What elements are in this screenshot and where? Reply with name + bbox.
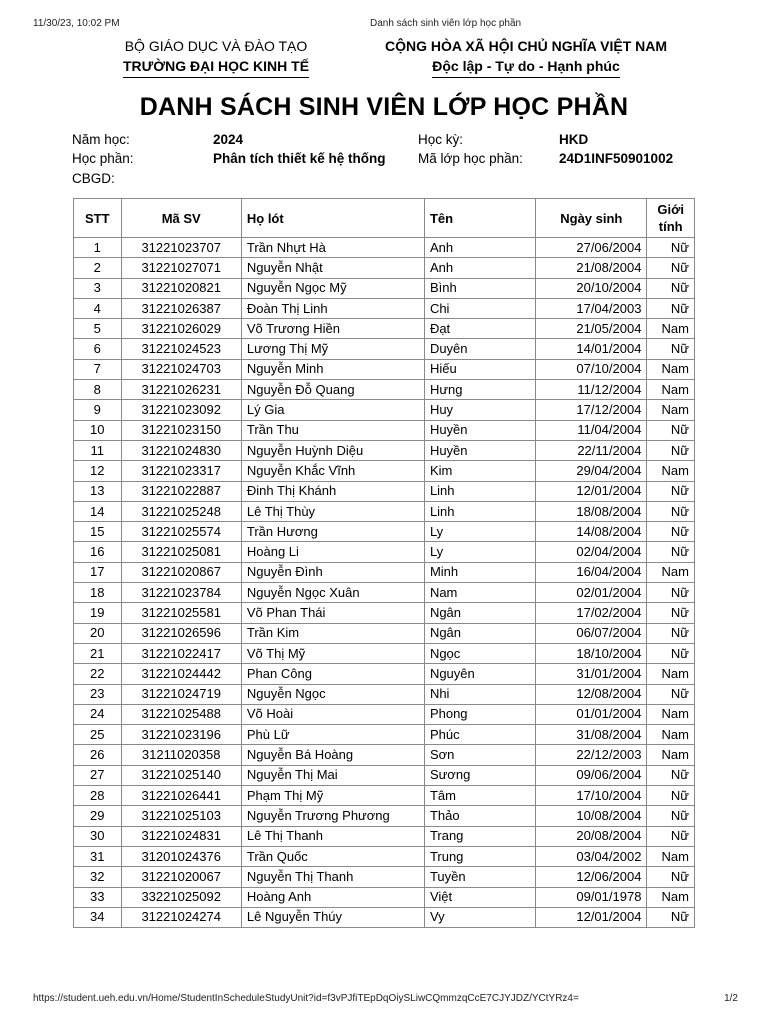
cell-ten: Nam — [424, 583, 535, 603]
cell-gioi-tinh: Nữ — [647, 684, 695, 704]
cell-ma-sv: 31221027071 — [121, 258, 241, 278]
cell-stt: 4 — [74, 298, 122, 318]
table-row — [74, 542, 695, 562]
cell-ngay-sinh: 31/01/2004 — [536, 664, 647, 684]
ministry-header — [110, 36, 322, 78]
cell-ten: Trung — [424, 846, 535, 866]
table-row — [74, 278, 695, 298]
cell-ho-lot: Nguyễn Trương Phương — [241, 806, 424, 826]
cell-ho-lot: Trần Hương — [241, 522, 424, 542]
cell-ten: Kim — [424, 461, 535, 481]
col-ten: Tên — [424, 199, 535, 238]
table-row — [74, 501, 695, 521]
table-row — [74, 704, 695, 724]
cell-ngay-sinh: 21/05/2004 — [536, 319, 647, 339]
table-row — [74, 258, 695, 278]
cell-gioi-tinh: Nữ — [647, 481, 695, 501]
cell-gioi-tinh: Nữ — [647, 258, 695, 278]
cell-ten: Anh — [424, 238, 535, 258]
hoc-ky-value: HKD — [559, 132, 589, 147]
table-row — [74, 359, 695, 379]
cell-ho-lot: Trần Kim — [241, 623, 424, 643]
cell-ten: Chi — [424, 298, 535, 318]
cell-stt: 13 — [74, 481, 122, 501]
cell-ho-lot: Nguyễn Đỗ Quang — [241, 380, 424, 400]
cell-stt: 17 — [74, 562, 122, 582]
cell-stt: 8 — [74, 380, 122, 400]
cell-ho-lot: Lê Thị Thanh — [241, 826, 424, 846]
table-row — [74, 826, 695, 846]
cell-ngay-sinh: 09/06/2004 — [536, 765, 647, 785]
cell-stt: 24 — [74, 704, 122, 724]
cell-ngay-sinh: 27/06/2004 — [536, 238, 647, 258]
cell-ngay-sinh: 12/06/2004 — [536, 867, 647, 887]
cell-gioi-tinh: Nữ — [647, 522, 695, 542]
table-row — [74, 623, 695, 643]
cell-ten: Đạt — [424, 319, 535, 339]
cell-ngay-sinh: 22/11/2004 — [536, 440, 647, 460]
cell-ngay-sinh: 18/08/2004 — [536, 501, 647, 521]
cell-ngay-sinh: 12/01/2004 — [536, 481, 647, 501]
table-row — [74, 846, 695, 866]
cell-ho-lot: Nguyễn Ngọc — [241, 684, 424, 704]
cell-ma-sv: 31221026387 — [121, 298, 241, 318]
cell-ten: Huyền — [424, 440, 535, 460]
hoc-phan-label: Học phần: — [72, 151, 134, 166]
cell-gioi-tinh: Nam — [647, 319, 695, 339]
cell-ngay-sinh: 18/10/2004 — [536, 643, 647, 663]
print-url: https://student.ueh.edu.vn/Home/StudentInScheduleStudyUnit?id=f3vPJfiTEpDqOiySLiwCQmmzqCcE7CJYJDZ/YCtYRz4= — [33, 993, 579, 1004]
cell-ho-lot: Lê Nguyễn Thúy — [241, 907, 424, 927]
cell-ten: Linh — [424, 501, 535, 521]
cell-stt: 32 — [74, 867, 122, 887]
cell-stt: 5 — [74, 319, 122, 339]
cell-ngay-sinh: 20/10/2004 — [536, 278, 647, 298]
table-row — [74, 522, 695, 542]
cell-ngay-sinh: 02/04/2004 — [536, 542, 647, 562]
cell-gioi-tinh: Nữ — [647, 623, 695, 643]
cell-gioi-tinh: Nữ — [647, 643, 695, 663]
cell-ngay-sinh: 02/01/2004 — [536, 583, 647, 603]
cell-ho-lot: Nguyễn Khắc Vĩnh — [241, 461, 424, 481]
cell-ngay-sinh: 10/08/2004 — [536, 806, 647, 826]
col-stt: STT — [74, 199, 122, 238]
cell-ten: Trang — [424, 826, 535, 846]
table-row — [74, 481, 695, 501]
university-name: TRƯỜNG ĐẠI HỌC KINH TẾ — [123, 56, 309, 78]
cell-ho-lot: Nguyễn Nhật — [241, 258, 424, 278]
cell-gioi-tinh: Nữ — [647, 583, 695, 603]
cell-ho-lot: Phù Lữ — [241, 725, 424, 745]
cell-ngay-sinh: 11/04/2004 — [536, 420, 647, 440]
cell-stt: 9 — [74, 400, 122, 420]
hoc-phan-value: Phân tích thiết kế hệ thống — [213, 151, 386, 166]
cell-ho-lot: Đinh Thị Khánh — [241, 481, 424, 501]
cell-ten: Bình — [424, 278, 535, 298]
cell-gioi-tinh: Nam — [647, 887, 695, 907]
cell-ma-sv: 31221026441 — [121, 786, 241, 806]
col-gioi-tinh-line1: Giới — [657, 202, 684, 217]
cell-ten: Nguyên — [424, 664, 535, 684]
table-row — [74, 765, 695, 785]
cell-ten: Linh — [424, 481, 535, 501]
cell-gioi-tinh: Nữ — [647, 238, 695, 258]
cell-ten: Phúc — [424, 725, 535, 745]
cell-gioi-tinh: Nữ — [647, 420, 695, 440]
cell-ten: Ngân — [424, 623, 535, 643]
cell-ho-lot: Nguyễn Ngọc Mỹ — [241, 278, 424, 298]
cell-gioi-tinh: Nữ — [647, 298, 695, 318]
cell-ho-lot: Nguyễn Huỳnh Diệu — [241, 440, 424, 460]
table-row — [74, 786, 695, 806]
cell-stt: 10 — [74, 420, 122, 440]
cell-ngay-sinh: 16/04/2004 — [536, 562, 647, 582]
cell-ma-sv: 31221023707 — [121, 238, 241, 258]
cell-ma-sv: 31221025488 — [121, 704, 241, 724]
cell-gioi-tinh: Nữ — [647, 786, 695, 806]
cell-stt: 14 — [74, 501, 122, 521]
cell-ho-lot: Phạm Thị Mỹ — [241, 786, 424, 806]
cell-ten: Tuyền — [424, 867, 535, 887]
cell-gioi-tinh: Nam — [647, 562, 695, 582]
republic-name: CỘNG HÒA XÃ HỘI CHỦ NGHĨA VIỆT NAM — [384, 38, 668, 54]
cell-gioi-tinh: Nam — [647, 461, 695, 481]
cell-ma-sv: 31221023317 — [121, 461, 241, 481]
cell-gioi-tinh: Nữ — [647, 826, 695, 846]
cell-gioi-tinh: Nữ — [647, 907, 695, 927]
table-row — [74, 461, 695, 481]
cell-gioi-tinh: Nữ — [647, 765, 695, 785]
cell-ten: Anh — [424, 258, 535, 278]
cell-ho-lot: Nguyễn Bá Hoàng — [241, 745, 424, 765]
cell-gioi-tinh: Nữ — [647, 278, 695, 298]
cell-gioi-tinh: Nữ — [647, 603, 695, 623]
cell-stt: 11 — [74, 440, 122, 460]
cell-gioi-tinh: Nam — [647, 725, 695, 745]
cell-ten: Sơn — [424, 745, 535, 765]
cell-ma-sv: 31221023784 — [121, 583, 241, 603]
cell-ten: Duyên — [424, 339, 535, 359]
cell-ten: Việt — [424, 887, 535, 907]
cell-ngay-sinh: 14/08/2004 — [536, 522, 647, 542]
cell-ho-lot: Võ Phan Thái — [241, 603, 424, 623]
cell-stt: 3 — [74, 278, 122, 298]
table-row — [74, 867, 695, 887]
cell-stt: 28 — [74, 786, 122, 806]
cell-gioi-tinh: Nữ — [647, 542, 695, 562]
cell-stt: 1 — [74, 238, 122, 258]
table-row — [74, 380, 695, 400]
cell-ma-sv: 31221026029 — [121, 319, 241, 339]
cell-ma-sv: 31221025140 — [121, 765, 241, 785]
table-row — [74, 339, 695, 359]
cell-ngay-sinh: 17/02/2004 — [536, 603, 647, 623]
cell-ma-sv: 31221024719 — [121, 684, 241, 704]
cell-ma-sv: 33221025092 — [121, 887, 241, 907]
table-row — [74, 440, 695, 460]
col-gioi-tinh-line2: tính — [658, 219, 683, 234]
cell-ho-lot: Nguyễn Thị Mai — [241, 765, 424, 785]
cell-ma-sv: 31221024274 — [121, 907, 241, 927]
cell-stt: 19 — [74, 603, 122, 623]
cell-gioi-tinh: Nam — [647, 664, 695, 684]
cell-stt: 31 — [74, 846, 122, 866]
cell-ten: Huyền — [424, 420, 535, 440]
cell-ma-sv: 31221025103 — [121, 806, 241, 826]
cell-stt: 18 — [74, 583, 122, 603]
cell-ngay-sinh: 17/10/2004 — [536, 786, 647, 806]
table-row — [74, 806, 695, 826]
cell-ngay-sinh: 29/04/2004 — [536, 461, 647, 481]
cell-gioi-tinh: Nam — [647, 400, 695, 420]
cell-ten: Hiếu — [424, 359, 535, 379]
col-ngay-sinh: Ngày sinh — [536, 199, 647, 238]
ministry-name: BỘ GIÁO DỤC VÀ ĐÀO TẠO — [124, 38, 308, 54]
cell-ngay-sinh: 31/08/2004 — [536, 725, 647, 745]
info-block — [72, 130, 692, 190]
print-page-title: Danh sách sinh viên lớp học phần — [370, 18, 522, 29]
cell-ho-lot: Lương Thị Mỹ — [241, 339, 424, 359]
table-row — [74, 725, 695, 745]
cell-ho-lot: Trần Nhựt Hà — [241, 238, 424, 258]
table-row — [74, 420, 695, 440]
col-gioi-tinh — [647, 199, 695, 238]
cell-ten: Ly — [424, 522, 535, 542]
cell-ma-sv: 31211020358 — [121, 745, 241, 765]
cell-ten: Nhi — [424, 684, 535, 704]
cell-ma-sv: 31221023092 — [121, 400, 241, 420]
cell-gioi-tinh: Nam — [647, 745, 695, 765]
cell-ma-sv: 31221026596 — [121, 623, 241, 643]
student-table — [73, 198, 695, 928]
cell-ho-lot: Hoàng Anh — [241, 887, 424, 907]
print-footer — [0, 993, 768, 1007]
cell-ma-sv: 31221024830 — [121, 440, 241, 460]
cell-ten: Ly — [424, 542, 535, 562]
cell-stt: 30 — [74, 826, 122, 846]
cell-ho-lot: Nguyễn Thị Thanh — [241, 867, 424, 887]
cell-ten: Vy — [424, 907, 535, 927]
cell-gioi-tinh: Nữ — [647, 501, 695, 521]
cbgd-label: CBGD: — [72, 171, 115, 186]
cell-gioi-tinh: Nữ — [647, 339, 695, 359]
cell-stt: 29 — [74, 806, 122, 826]
cell-ma-sv: 31221024831 — [121, 826, 241, 846]
table-header-row — [74, 199, 695, 238]
cell-stt: 15 — [74, 522, 122, 542]
cell-ho-lot: Nguyễn Đình — [241, 562, 424, 582]
table-row — [74, 298, 695, 318]
republic-header — [380, 36, 672, 78]
cell-ngay-sinh: 21/08/2004 — [536, 258, 647, 278]
cell-gioi-tinh: Nữ — [647, 806, 695, 826]
cell-ma-sv: 31221020867 — [121, 562, 241, 582]
cell-ngay-sinh: 14/01/2004 — [536, 339, 647, 359]
cell-ma-sv: 31201024376 — [121, 846, 241, 866]
cell-ho-lot: Lý Gia — [241, 400, 424, 420]
ma-lop-value: 24D1INF50901002 — [559, 151, 674, 166]
cell-ngay-sinh: 17/04/2003 — [536, 298, 647, 318]
table-row — [74, 238, 695, 258]
col-ma-sv: Mã SV — [121, 199, 241, 238]
table-row — [74, 887, 695, 907]
cell-stt: 25 — [74, 725, 122, 745]
print-header — [0, 18, 768, 32]
cell-ma-sv: 31221025081 — [121, 542, 241, 562]
cell-ngay-sinh: 12/01/2004 — [536, 907, 647, 927]
cell-ho-lot: Võ Hoài — [241, 704, 424, 724]
cell-ma-sv: 31221025581 — [121, 603, 241, 623]
cell-gioi-tinh: Nam — [647, 359, 695, 379]
cell-ma-sv: 31221025248 — [121, 501, 241, 521]
cell-ho-lot: Trần Thu — [241, 420, 424, 440]
table-row — [74, 907, 695, 927]
cell-ma-sv: 31221024442 — [121, 664, 241, 684]
table-row — [74, 562, 695, 582]
cell-ho-lot: Nguyễn Ngọc Xuân — [241, 583, 424, 603]
cell-ten: Minh — [424, 562, 535, 582]
cell-stt: 34 — [74, 907, 122, 927]
table-row — [74, 684, 695, 704]
cell-gioi-tinh: Nam — [647, 380, 695, 400]
cell-stt: 23 — [74, 684, 122, 704]
table-row — [74, 319, 695, 339]
cell-ten: Hưng — [424, 380, 535, 400]
table-row — [74, 400, 695, 420]
cell-gioi-tinh: Nữ — [647, 867, 695, 887]
cell-ma-sv: 31221022417 — [121, 643, 241, 663]
cell-ma-sv: 31221025574 — [121, 522, 241, 542]
nam-hoc-value: 2024 — [213, 132, 244, 147]
cell-ngay-sinh: 11/12/2004 — [536, 380, 647, 400]
cell-ho-lot: Trần Quốc — [241, 846, 424, 866]
cell-ngay-sinh: 22/12/2003 — [536, 745, 647, 765]
cell-ma-sv: 31221022887 — [121, 481, 241, 501]
cell-ngay-sinh: 06/07/2004 — [536, 623, 647, 643]
cell-stt: 12 — [74, 461, 122, 481]
cell-ma-sv: 31221020821 — [121, 278, 241, 298]
cell-stt: 26 — [74, 745, 122, 765]
cell-ma-sv: 31221023150 — [121, 420, 241, 440]
cell-stt: 33 — [74, 887, 122, 907]
cell-ho-lot: Hoàng Li — [241, 542, 424, 562]
cell-gioi-tinh: Nam — [647, 704, 695, 724]
cell-ten: Phong — [424, 704, 535, 724]
cell-stt: 22 — [74, 664, 122, 684]
cell-ngay-sinh: 12/08/2004 — [536, 684, 647, 704]
cell-stt: 2 — [74, 258, 122, 278]
cell-ma-sv: 31221024523 — [121, 339, 241, 359]
cell-gioi-tinh: Nữ — [647, 440, 695, 460]
cell-stt: 7 — [74, 359, 122, 379]
cell-ma-sv: 31221026231 — [121, 380, 241, 400]
cell-ngay-sinh: 03/04/2002 — [536, 846, 647, 866]
cell-ten: Ngọc — [424, 643, 535, 663]
cell-ngay-sinh: 09/01/1978 — [536, 887, 647, 907]
cell-ma-sv: 31221020067 — [121, 867, 241, 887]
cell-ten: Huy — [424, 400, 535, 420]
table-row — [74, 603, 695, 623]
cell-ngay-sinh: 07/10/2004 — [536, 359, 647, 379]
cell-ngay-sinh: 20/08/2004 — [536, 826, 647, 846]
cell-ten: Sương — [424, 765, 535, 785]
cell-ngay-sinh: 17/12/2004 — [536, 400, 647, 420]
hoc-ky-label: Học kỳ: — [418, 132, 464, 147]
cell-stt: 21 — [74, 643, 122, 663]
table-row — [74, 583, 695, 603]
cell-ho-lot: Lê Thị Thùy — [241, 501, 424, 521]
cell-ma-sv: 31221023196 — [121, 725, 241, 745]
nam-hoc-label: Năm học: — [72, 132, 130, 147]
table-row — [74, 664, 695, 684]
document-title: DANH SÁCH SINH VIÊN LỚP HỌC PHẦN — [139, 93, 629, 121]
cell-stt: 27 — [74, 765, 122, 785]
cell-ho-lot: Nguyễn Minh — [241, 359, 424, 379]
print-datetime: 11/30/23, 10:02 PM — [33, 18, 120, 29]
cell-ten: Ngân — [424, 603, 535, 623]
cell-ma-sv: 31221024703 — [121, 359, 241, 379]
cell-stt: 20 — [74, 623, 122, 643]
cell-ten: Tâm — [424, 786, 535, 806]
cell-ho-lot: Võ Thị Mỹ — [241, 643, 424, 663]
cell-gioi-tinh: Nam — [647, 846, 695, 866]
cell-ho-lot: Võ Trương Hiền — [241, 319, 424, 339]
print-page-number: 1/2 — [724, 993, 738, 1004]
ma-lop-label: Mã lớp học phần: — [418, 151, 523, 166]
table-row — [74, 745, 695, 765]
table-row — [74, 643, 695, 663]
cell-ngay-sinh: 01/01/2004 — [536, 704, 647, 724]
cell-ten: Thảo — [424, 806, 535, 826]
cell-ho-lot: Đoàn Thị Linh — [241, 298, 424, 318]
cell-stt: 6 — [74, 339, 122, 359]
table-body — [74, 238, 695, 928]
col-ho-lot: Họ lót — [241, 199, 424, 238]
cell-stt: 16 — [74, 542, 122, 562]
cell-ho-lot: Phan Công — [241, 664, 424, 684]
republic-motto: Độc lập - Tự do - Hạnh phúc — [432, 56, 619, 78]
